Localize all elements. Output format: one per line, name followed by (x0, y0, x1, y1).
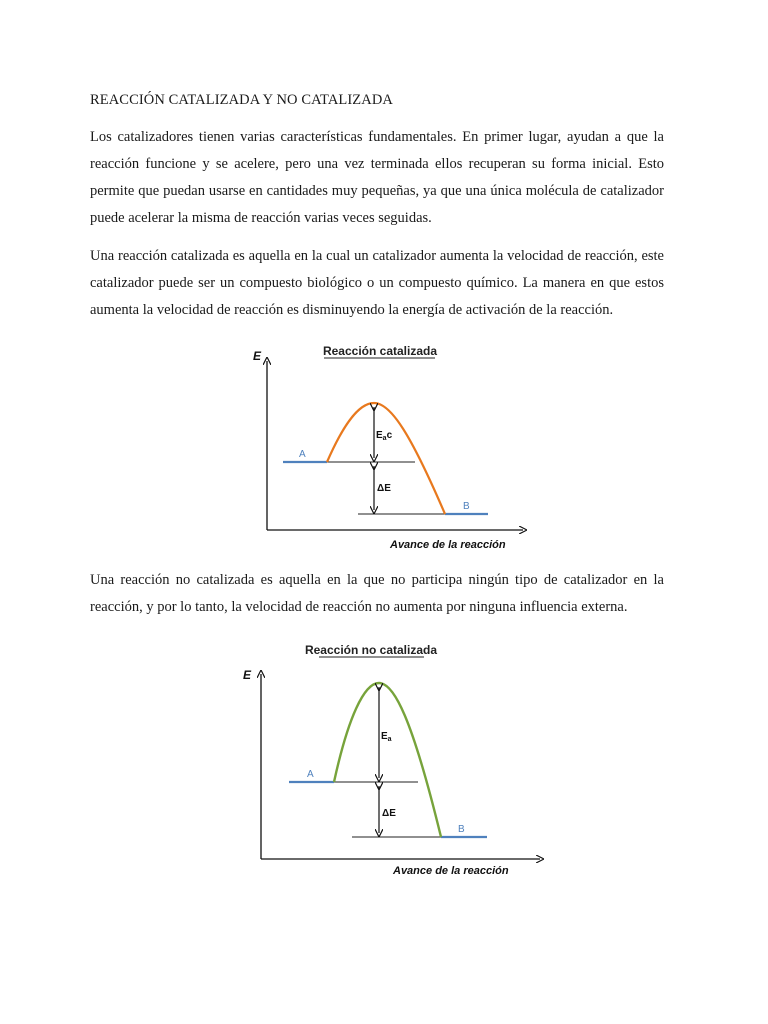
catalyzed-diagram-svg (245, 335, 535, 560)
catalyzed-reactant-label: A (299, 449, 306, 460)
catalyzed-activation-energy-label: $E_ac$ (376, 430, 393, 442)
catalyzed-product-label: B (463, 501, 470, 512)
uncatalyzed-diagram-svg (240, 638, 545, 883)
uncatalyzed-y-axis-label: E (243, 668, 252, 682)
uncatalyzed-product-label: B (458, 824, 465, 835)
uncatalyzed-x-axis-label: Avance de la reacción (393, 865, 509, 877)
document-heading: REACCIÓN CATALIZADA Y NO CATALIZADA (90, 92, 393, 108)
uncatalyzed-reactant-label: A (307, 769, 314, 780)
catalyzed-x-axis-label: Avance de la reacción (390, 539, 506, 551)
catalyzed-y-axis-label: E (253, 349, 262, 363)
paragraph-catalyst-characteristics: Los catalizadores tienen varias características fundamentales. En primer lugar, ayudan a que la reacción funcione y se acelere, pero una vez terminada ellos recuperan su forma inicial. Esto permite que puedan usarse en cantidades muy pequeñas, ya que una única molécula de catalizador puede acelerar la misma de reacción varias veces seguidas. (90, 129, 664, 226)
uncatalyzed-activation-energy-label: $E_a$ (381, 731, 392, 743)
paragraph-catalyzed-reaction: Una reacción catalizada es aquella en la cual un catalizador aumenta la velocidad de reacción, este catalizador puede ser un compuesto biológico o un compuesto químico. La manera en que estos aumenta la velocidad de reacción es disminuyendo la energía de activación de la reacción. (90, 248, 664, 318)
uncatalyzed-delta-energy-label: ΔE (382, 808, 396, 819)
catalyzed-delta-energy-label: ΔE (377, 483, 391, 494)
catalyzed-reaction-diagram (245, 335, 535, 560)
catalyzed-diagram-title: Reacción catalizada (322, 344, 438, 358)
uncatalyzed-diagram-title: Reacción no catalizada (304, 643, 438, 657)
catalyzed-energy-curve (327, 403, 445, 514)
uncatalyzed-reaction-diagram (240, 638, 545, 883)
paragraph-uncatalyzed-reaction: Una reacción no catalizada es aquella en la que no participa ningún tipo de catalizador en la reacción, y por lo tanto, la velocidad de reacción no aumenta por ninguna influencia externa. (90, 572, 664, 615)
